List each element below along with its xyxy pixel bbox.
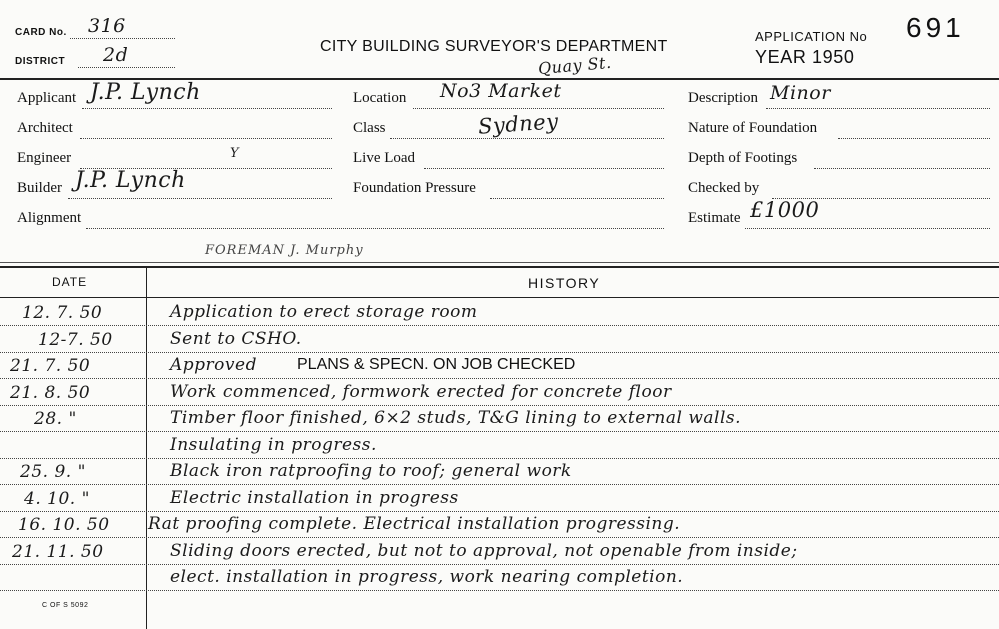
history-entry: Sliding doors erected, but not to approval, not openable from inside; bbox=[170, 541, 798, 561]
estimate-value: £1000 bbox=[750, 198, 820, 222]
application-no-value: 691 bbox=[906, 12, 965, 43]
history-date: 25. 9. " bbox=[20, 462, 86, 482]
history-date: 12. 7. 50 bbox=[22, 303, 103, 323]
location-value: No3 Market bbox=[440, 80, 562, 102]
history-entry: Insulating in progress. bbox=[170, 435, 377, 455]
history-entry: Approved bbox=[170, 355, 257, 375]
history-entry: Black iron ratproofing to roof; general work bbox=[170, 461, 572, 481]
street-note: Quay St. bbox=[537, 52, 613, 79]
district-label: DISTRICT bbox=[15, 56, 66, 67]
history-date: 16. 10. 50 bbox=[18, 515, 110, 535]
history-date: 21. 7. 50 bbox=[10, 356, 91, 376]
alignment-label: Alignment bbox=[17, 210, 82, 226]
date-column-header: DATE bbox=[52, 275, 88, 289]
builder-label: Builder bbox=[17, 180, 62, 196]
description-value: Minor bbox=[770, 82, 831, 104]
estimate-label: Estimate bbox=[688, 210, 741, 226]
district-value: 2d bbox=[103, 44, 129, 66]
nature-of-foundation-label: Nature of Foundation bbox=[688, 120, 818, 136]
depth-of-footings-label: Depth of Footings bbox=[688, 150, 798, 166]
location-label: Location bbox=[353, 90, 407, 106]
history-date: 21. 11. 50 bbox=[12, 542, 104, 562]
history-entry: Rat proofing complete. Electrical installation progressing. bbox=[148, 514, 681, 534]
applicant-label: Applicant bbox=[17, 90, 77, 106]
engineer-value: Y bbox=[230, 146, 240, 161]
live-load-label: Live Load bbox=[353, 150, 416, 166]
application-no-label: APPLICATION No bbox=[755, 29, 868, 44]
history-date: 21. 8. 50 bbox=[10, 383, 91, 403]
history-entry: Sent to CSHO. bbox=[170, 329, 302, 349]
card-no-value: 316 bbox=[88, 15, 126, 37]
history-column-header: HISTORY bbox=[528, 275, 601, 291]
approval-stamp: PLANS & SPECN. ON JOB CHECKED bbox=[297, 356, 576, 373]
description-label: Description bbox=[688, 90, 758, 106]
engineer-label: Engineer bbox=[17, 150, 72, 166]
history-entry: Work commenced, formwork erected for concrete floor bbox=[170, 382, 672, 402]
applicant-value: J.P. Lynch bbox=[90, 80, 201, 105]
history-entry: elect. installation in progress, work nearing completion. bbox=[170, 567, 684, 587]
history-entry: Application to erect storage room bbox=[170, 302, 478, 322]
history-date: 4. 10. " bbox=[24, 489, 90, 509]
builder-value: J.P. Lynch bbox=[75, 168, 186, 193]
card-no-label: CARD No. bbox=[15, 27, 67, 38]
history-date: 28. " bbox=[34, 409, 77, 429]
checked-by-label: Checked by bbox=[688, 180, 760, 196]
year-label: YEAR 1950 bbox=[755, 47, 855, 67]
foundation-pressure-label: Foundation Pressure bbox=[353, 180, 476, 196]
history-entry: Timber floor finished, 6×2 studs, T&G lining to external walls. bbox=[170, 408, 742, 428]
class-label: Class bbox=[353, 120, 386, 136]
history-entry: Electric installation in progress bbox=[170, 488, 459, 508]
class-value: Sydney bbox=[477, 109, 560, 139]
history-date: 12-7. 50 bbox=[38, 330, 113, 350]
architect-label: Architect bbox=[17, 120, 73, 136]
form-code: C OF S 5092 bbox=[42, 602, 89, 609]
foreman-note: FOREMAN J. Murphy bbox=[205, 243, 364, 258]
department-title: CITY BUILDING SURVEYOR'S DEPARTMENT bbox=[320, 38, 668, 55]
